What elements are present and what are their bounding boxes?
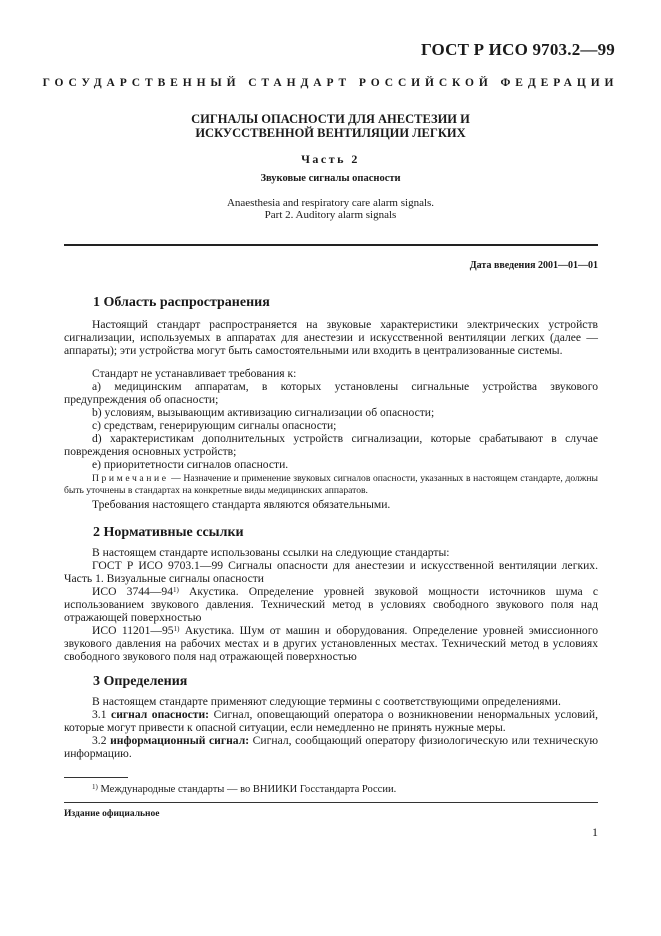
section-1-paragraph-1: Настоящий стандарт распространяется на звуковые характеристики электрических устройств сигнализации, используемых в аппаратах для анестезии и искусственной вентиляции легких (далее — аппараты); эти устройства могут быть самостоятельными или входить в централизованные системы. [64, 318, 598, 357]
definition-3-2 [64, 734, 598, 760]
footnote-number: 1) [92, 783, 98, 791]
section-3-heading: 3 Определения [93, 674, 188, 689]
definition-3-2-number: 3.2 [92, 734, 111, 747]
section-1-item-b: b) условиям, вызывающим активизацию сигнализации об опасности; [92, 406, 435, 419]
definition-3-2-text: Сигнал, сообщающий оператору физиологическую или техническую информацию. [64, 734, 599, 760]
section-3-paragraph-1: В настоящем стандарте применяют следующие термины с соответствующими определениями. [92, 695, 561, 708]
document-title [0, 112, 661, 140]
note-label: Примечание [92, 473, 169, 484]
reference-2-text: Акустика. Определение уровней звуковой мощности источников шума с использованием звукового давления. Технический метод в условиях свободного звукового поля над отражающей поверхностью [64, 585, 598, 624]
reference-3 [64, 624, 598, 663]
footnote-marker: 1) [173, 625, 180, 633]
footer-divider [64, 802, 598, 803]
definition-3-1-term: сигнал опасности: [111, 708, 210, 721]
footnote-marker: 1) [173, 586, 179, 594]
title-line-1: СИГНАЛЫ ОПАСНОСТИ ДЛЯ АНЕСТЕЗИИ И [191, 112, 470, 126]
section-1-item-e: e) приоритетности сигналов опасности. [92, 458, 289, 471]
document-code: ГОСТ Р ИСО 9703.2—99 [420, 40, 615, 59]
part-subtitle: Звуковые сигналы опасности [260, 173, 401, 184]
edition-label: Издание официальное [64, 809, 160, 819]
part-label: Часть 2 [301, 152, 360, 166]
section-1-paragraph-3: Требования настоящего стандарта являются обязательными. [92, 498, 391, 511]
section-1-item-d: d) характеристикам дополнительных устройств сигнализации, которые срабатывают в случае повреждения основных устройств; [64, 432, 598, 458]
reference-2-code: ИСО 3744—94 [92, 585, 174, 598]
reference-1: ГОСТ Р ИСО 9703.1—99 Сигналы опасности для анестезии и искусственной вентиляции легких. Часть 1. Визуальные сигналы опасности [64, 559, 598, 585]
english-title [0, 197, 661, 221]
section-1-item-a: a) медицинским аппаратам, в которых установлены сигнальные устройства звукового предупреждения об опасности; [64, 380, 598, 406]
footnote [92, 784, 396, 795]
note-text: — Назначение и применение звуковых сигналов опасности, указанных в настоящем стандарте, должны быть уточнены в стандартах на конкретные виды медицинских аппаратов. [64, 473, 598, 496]
section-1-paragraph-2: Стандарт не устанавливает требования к: [92, 367, 297, 380]
header-divider [64, 244, 598, 246]
section-2-heading: 2 Нормативные ссылки [93, 525, 244, 540]
reference-3-code: ИСО 11201—95 [92, 624, 174, 637]
reference-3-text: Акустика. Шум от машин и оборудования. Определение уровней эмиссионного звукового давления на рабочих местах и в других установленных местах. Технический метод в условиях свободного звукового поля над отражающей поверхностью [64, 624, 598, 663]
section-1-item-c: c) средствам, генерирующим сигналы опасности; [92, 419, 337, 432]
footnote-rule [64, 777, 128, 778]
section-2-paragraph-1: В настоящем стандарте использованы ссылки на следующие стандарты: [92, 546, 450, 559]
definition-3-1-text: Сигнал, оповещающий оператора о возникновении ненормальных условий, которые могут привести к опасной ситуации, если немедленно не принять нужные меры. [64, 708, 598, 734]
state-standard-heading: ГОСУДАРСТВЕННЫЙ СТАНДАРТ РОССИЙСКОЙ ФЕДЕРАЦИИ [42, 77, 619, 89]
title-line-2: ИСКУССТВЕННОЙ ВЕНТИЛЯЦИИ ЛЕГКИХ [195, 126, 466, 140]
page-number: 1 [592, 825, 598, 839]
introduction-date: Дата введения 2001—01—01 [469, 260, 598, 271]
footnote-text: Международные стандарты — во ВНИИКИ Госстандарта России. [97, 784, 397, 795]
english-title-line-1: Anaesthesia and respiratory care alarm signals. [226, 197, 435, 209]
reference-2 [64, 585, 598, 624]
definition-3-1 [64, 708, 598, 734]
section-1-heading: 1 Область распространения [93, 295, 270, 310]
definition-3-2-term: информационный сигнал: [110, 734, 250, 747]
english-title-line-2: Part 2. Auditory alarm signals [264, 209, 397, 221]
definition-3-1-number: 3.1 [92, 708, 112, 721]
section-1-note [64, 473, 598, 497]
